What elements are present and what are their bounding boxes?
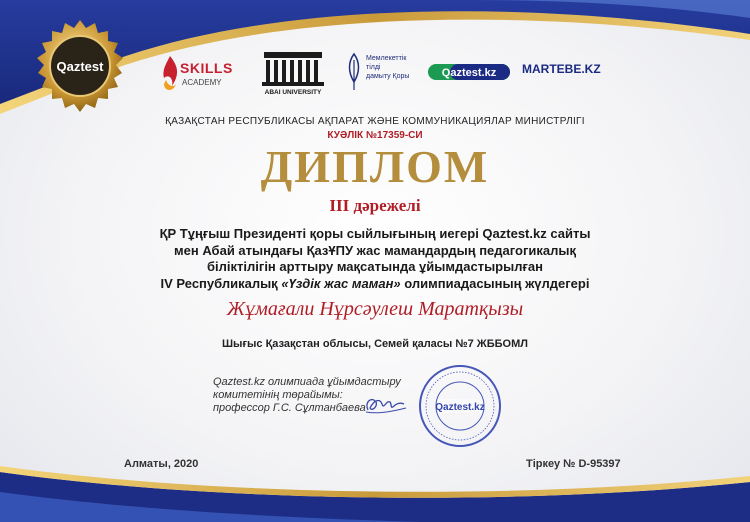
quill-icon [346,52,362,92]
city-year: Алматы, 2020 [124,458,199,470]
stamp-text: Qaztest.kz [435,402,485,413]
qaztest-kz-logo [428,60,510,84]
award-line-4: IV Республикалық «Үздік жас маман» олимпиадасының жүлдегері [160,275,590,291]
signature-image [360,392,410,418]
diploma-title: ДИПЛОМ [260,141,490,192]
university-building-icon [258,50,328,96]
qaztest-seal-text: Qaztest [56,59,104,74]
flame-icon [160,56,180,92]
award-line-3: біліктілігін арттыру мақсатында ұйымдастырылған [207,259,543,274]
recipient-school: Шығыс Қазақстан облысы, Семей қаласы №7 ЖББОМЛ [222,338,528,350]
official-stamp [418,364,502,448]
recipient-name: Жұмағали Нұрсәулеш Маратқызы [226,298,524,320]
skills-title: SKILLS [180,60,233,76]
ministry-heading: ҚАЗАҚСТАН РЕСПУБЛИКАСЫ АҚПАРАТ ЖӘНЕ КОММУНИКАЦИЯЛАР МИНИСТРЛІГІ [165,116,585,127]
bottom-decorative-band [0,452,750,522]
language-foundation-text: Мемлекеттік тілді дамыту Қоры [366,55,410,80]
license-number: КУӘЛІК №17359-СИ [327,130,423,141]
skills-subtitle: ACADEMY [182,78,222,87]
abai-university-logo [258,50,328,96]
martebe-logo: MARTEBE.KZ [522,62,601,76]
award-description [0,226,750,292]
committee-chair-block: Qaztest.kz олимпиада ұйымдастыру комитетінің төрайымы: профессор Г.С. Сұлтанбаева [213,376,401,414]
skills-academy-logo [158,52,238,96]
registration-number: Тіркеу № D-95397 [526,458,621,470]
qaztest-kz-text: Qaztest.kz [441,67,497,79]
diploma-degree: III дәрежелі [329,196,421,215]
qaztest-gold-seal-logo [28,18,132,122]
abai-text: ABAI UNIVERSITY [264,89,322,96]
language-foundation-logo [346,52,426,96]
award-line-1: ҚР Тұңғыш Президенті қоры сыйлығының иегері Qaztest.kz сайты [159,226,591,241]
award-line-2: мен Абай атындағы ҚазҰПУ жас мамандардың педагогикалық [174,242,576,258]
